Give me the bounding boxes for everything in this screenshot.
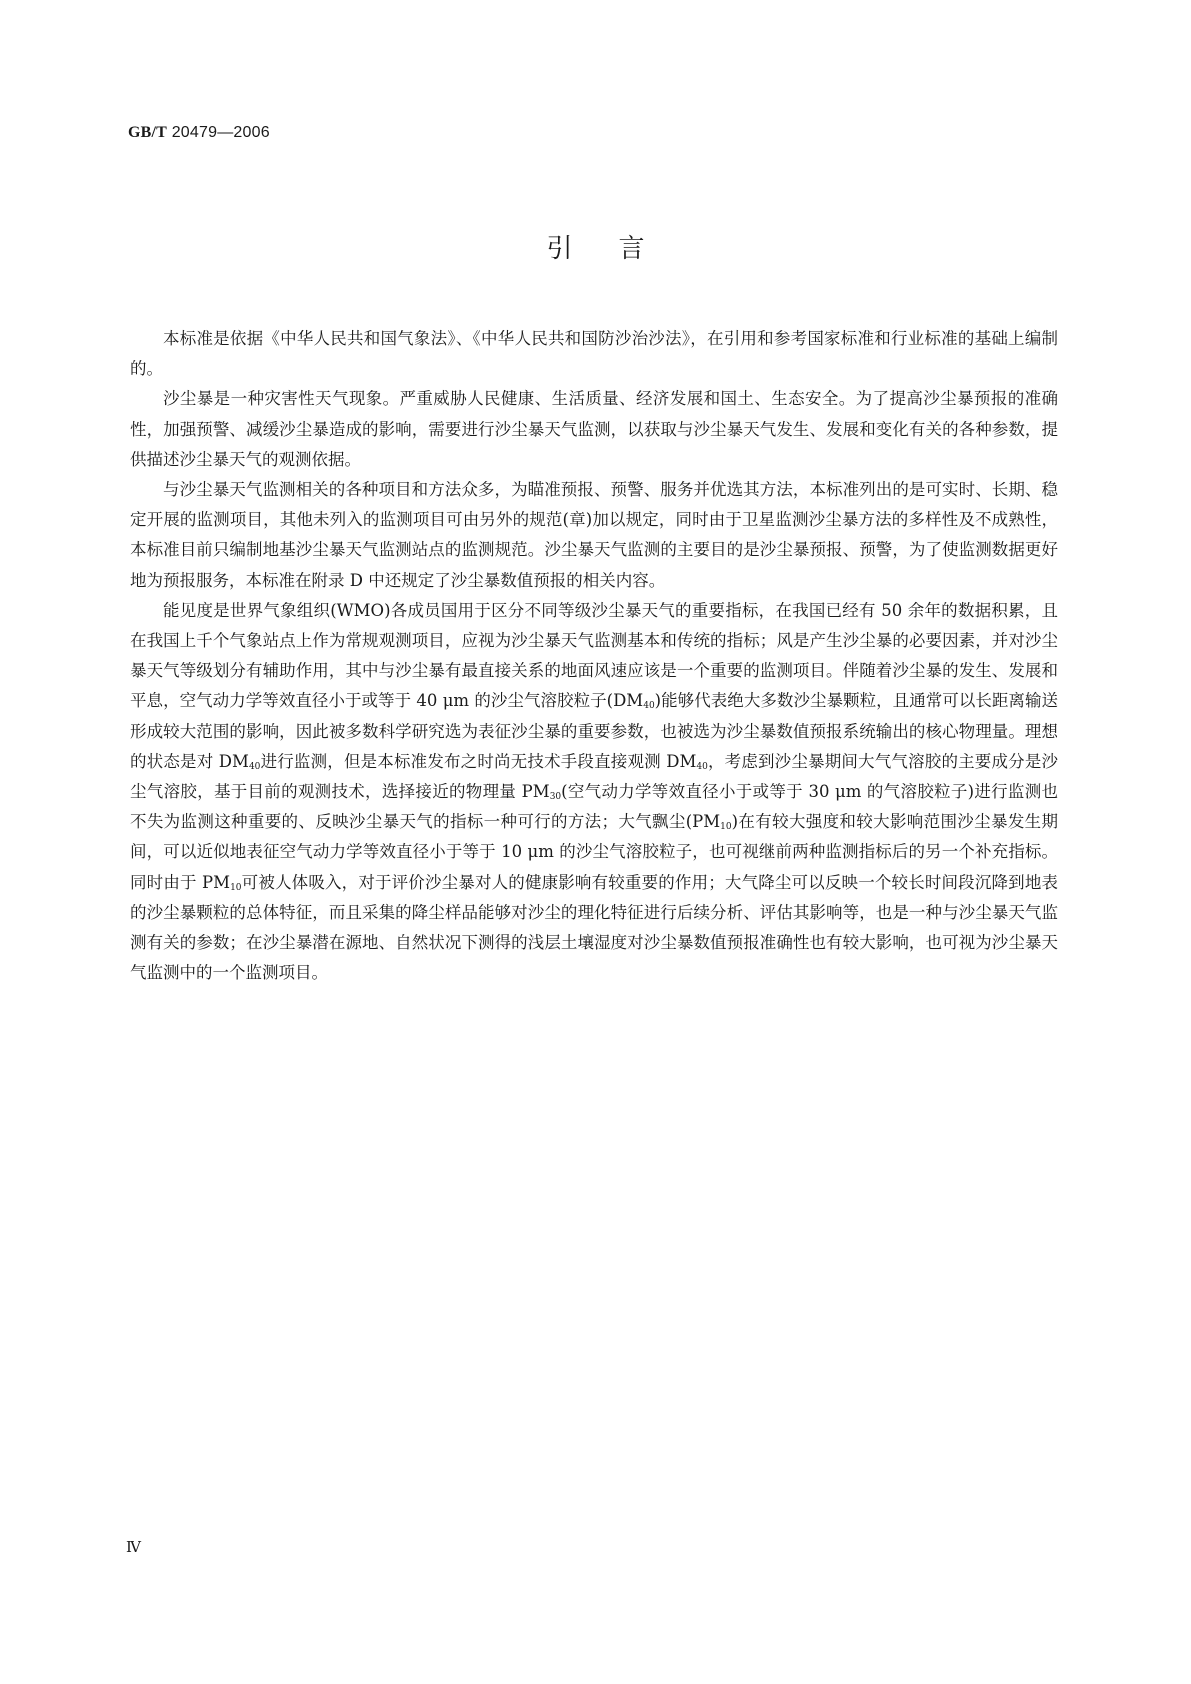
paragraph	[130, 384, 1058, 475]
subscript: 10	[720, 822, 732, 833]
text-segment: 与沙尘暴天气监测相关的各种项目和方法众多，为瞄准预报、预警、服务并优选其方法，本标准列出的是可实时、长期、稳定开展的监测项目，其他未列入的监测项目可由另外的规范(章)加以规定，同时由于卫星监测沙尘暴方法的多样性及不成熟性，本标准目前只编制地基沙尘暴天气监测站点的监测规范。沙尘暴天气监测的主要目的是沙尘暴预报、预警，为了使监测数据更好地为预报服务，本标准在附录 D 中还规定了沙尘暴数值预报的相关内容。	[130, 480, 1058, 590]
text-segment: )能够代表绝大多数沙尘暴颗粒，且通常可以长距离输送形成较大范围的影响，因此被多数科学研究选为表征沙尘暴的重要参数，也被选为沙尘暴数值预报系统输出的核心物理量。理想的状态是对 DM	[130, 691, 1059, 771]
page-number: Ⅳ	[126, 1538, 141, 1556]
paragraph	[130, 324, 1058, 384]
text-segment: )在有较大强度和较大影响范围沙尘暴发生期间，可以近似地表征空气动力学等效直径小于等于 10 μm 的沙尘气溶胶粒子，也可视继前两种监测指标后的另一个补充指标。同时由于 PM	[130, 812, 1059, 892]
text-segment: 沙尘暴是一种灾害性天气现象。严重威胁人民健康、生活质量、经济发展和国土、生态安全。为了提高沙尘暴预报的准确性，加强预警、减缓沙尘暴造成的影响，需要进行沙尘暴天气监测，以获取与沙尘暴天气发生、发展和变化有关的各种参数，提供描述沙尘暴天气的观测依据。	[130, 389, 1058, 469]
subscript: 30	[549, 792, 562, 803]
document-body	[130, 324, 1058, 988]
paragraph	[130, 475, 1058, 596]
text-segment: (空气动力学等效直径小于或等于 30 μm 的气溶胶粒子)进行监测也不失为监测这种重要的、反映沙尘暴天气的指标一种可行的方法；大气飘尘(PM	[130, 782, 1058, 832]
text-segment: 本标准是依据《中华人民共和国气象法》、《中华人民共和国防沙治沙法》，在引用和参考国家标准和行业标准的基础上编制的。	[130, 329, 1058, 379]
subscript: 10	[230, 882, 242, 893]
page-title: 引言	[546, 234, 691, 264]
subscript: 40	[643, 701, 655, 712]
standard-prefix: GB/T	[128, 124, 168, 141]
subscript: 40	[696, 761, 708, 772]
standard-number: 20479—2006	[171, 124, 270, 141]
text-segment: 可被人体吸入，对于评价沙尘暴对人的健康影响有较重要的作用；大气降尘可以反映一个较长时间段沉降到地表的沙尘暴颗粒的总体特征，而且采集的降尘样品能够对沙尘的理化特征进行后续分析、评估其影响等，也是一种与沙尘暴天气监测有关的参数；在沙尘暴潜在源地、自然状况下测得的浅层土壤湿度对沙尘暴数值预报准确性也有较大影响，也可视为沙尘暴天气监测中的一个监测项目。	[130, 872, 1058, 983]
standard-code	[128, 124, 270, 142]
text-segment: 能见度是世界气象组织(WMO)各成员国用于区分不同等级沙尘暴天气的重要指标，在我国已经有 50 余年的数据积累，且在我国上千个气象站点上作为常规观测项目，应视为沙尘暴天气监测基本和传统的指标；风是产生沙尘暴的必要因素，并对沙尘暴天气等级划分有辅助作用，其中与沙尘暴有最直接关系的地面风速应该是一个重要的监测项目。伴随着沙尘暴的发生、发展和平息，空气动力学等效直径小于或等于 40 μm 的沙尘气溶胶粒子(DM	[130, 600, 1058, 711]
text-segment: 进行监测，但是本标准发布之时尚无技术手段直接观测 DM	[260, 751, 697, 771]
subscript: 40	[248, 761, 261, 772]
paragraph	[130, 596, 1058, 989]
text-segment: ，考虑到沙尘暴期间大气气溶胶的主要成分是沙尘气溶胶，基于目前的观测技术，选择接近的物理量 PM	[130, 751, 1058, 802]
